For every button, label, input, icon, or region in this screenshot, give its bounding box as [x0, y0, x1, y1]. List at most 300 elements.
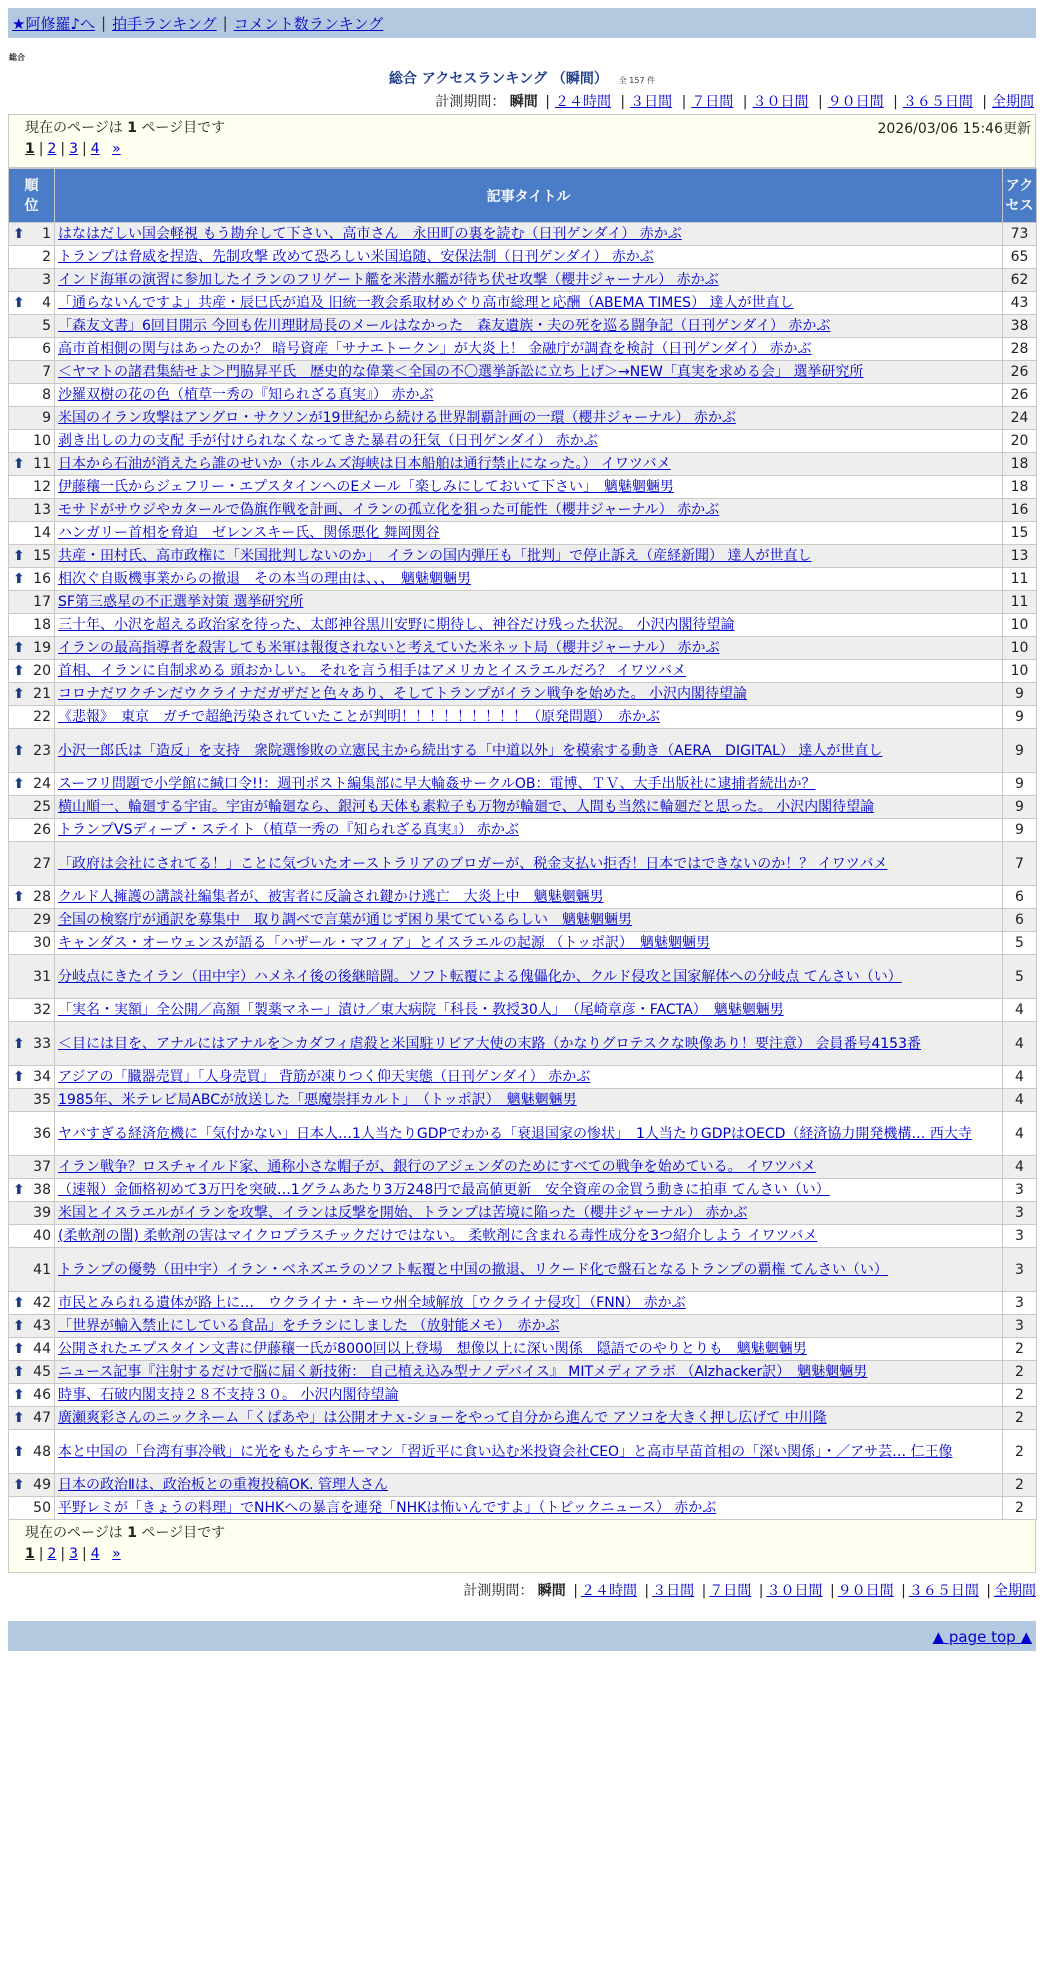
rank-up-arrow-icon: ⬆: [13, 1035, 25, 1052]
access-count: 16: [1003, 499, 1037, 522]
title-cell: [55, 909, 1003, 932]
rank-cell: [9, 1156, 55, 1179]
table-row: [9, 246, 1037, 269]
article-title-link[interactable]: 「通らないんですよ」共産・辰巳氏が追及 旧統一教会系取材めぐり高市総理と応酬（ABEMA TIMES） 達人が世直し: [58, 295, 794, 311]
rank-cell: [9, 223, 55, 246]
rank-cell: [9, 1248, 55, 1292]
article-title-link[interactable]: ハンガリー首相を脅迫 ゼレンスキー氏、関係悪化 舞岡関谷: [58, 525, 440, 541]
title-cell: [55, 246, 1003, 269]
access-count: 15: [1003, 522, 1037, 545]
access-count: 18: [1003, 476, 1037, 499]
page-link-2[interactable]: 2: [47, 1546, 57, 1562]
page-separator: |: [60, 141, 66, 157]
access-count: 24: [1003, 407, 1037, 430]
article-title-link[interactable]: 首相、イランに自制求める 頭おかしい。 それを言う相手はアメリカとイスラエルだろ？ イワツバメ: [58, 663, 686, 679]
article-title-link[interactable]: 全国の検察庁が通訳を募集中 取り調べで言葉が通じず困り果てているらしい 魑魅魍魎男: [58, 912, 632, 928]
page-top-link[interactable]: ▲ page top ▲: [932, 1628, 1032, 1646]
article-title-link[interactable]: トランプは脅威を捏造、先制攻撃 改めて恐ろしい米国追随、安保法制（日刊ゲンダイ） 赤かぶ: [58, 249, 654, 265]
rank-up-arrow-icon: ⬆: [13, 1443, 25, 1460]
title-cell: [55, 1156, 1003, 1179]
rank-cell: [9, 1474, 55, 1497]
table-row: [9, 1179, 1037, 1202]
updated-timestamp: 2026/03/06 15:46更新: [877, 121, 1031, 137]
access-count: 2: [1003, 1361, 1037, 1384]
page-link-3[interactable]: 3: [69, 141, 79, 157]
rank-number: 26: [33, 822, 51, 838]
period-link-all[interactable]: 全期間: [992, 94, 1034, 110]
access-count: 3: [1003, 1202, 1037, 1225]
asyura-home-link[interactable]: ★阿修羅♪へ: [12, 14, 96, 33]
title-cell: [55, 1497, 1003, 1520]
article-title-link[interactable]: 時事、石破内閣支持２８不支持３０。 小沢内閣待望論: [58, 1387, 399, 1403]
rank-number: 45: [33, 1364, 51, 1380]
article-title-link[interactable]: 「世界が輸入禁止にしている食品」をチラシにしました （放射能メモ） 赤かぶ: [58, 1318, 560, 1334]
period-link-3d[interactable]: ３日間: [652, 1583, 695, 1599]
rank-number: 34: [33, 1069, 51, 1085]
rank-up-arrow-icon: ⬆: [13, 889, 25, 905]
page-separator: |: [82, 141, 87, 157]
table-row: [9, 614, 1037, 637]
table-row: [9, 886, 1037, 909]
rank-cell: [9, 614, 55, 637]
ranking-table: [8, 168, 1037, 1520]
rank-cell: [9, 1384, 55, 1407]
rank-cell: [9, 660, 55, 683]
access-count: 3: [1003, 1179, 1037, 1202]
period-separator: |: [893, 94, 898, 110]
rank-cell: [9, 1225, 55, 1248]
article-title-link[interactable]: ＜目には目を、アナルにはアナルを＞カダフィ虐殺と米国駐リビア大使の末路（かなりグロテスクな映像あり！要注意） 会員番号4153番: [58, 1035, 921, 1052]
title-cell: [55, 1315, 1003, 1338]
table-row: [9, 1361, 1037, 1384]
page-separator: |: [60, 1546, 66, 1562]
access-count: 26: [1003, 361, 1037, 384]
title-cell: [55, 1361, 1003, 1384]
period-separator: |: [901, 1583, 906, 1599]
rank-cell: [9, 1292, 55, 1315]
page-link-4[interactable]: 4: [90, 141, 100, 157]
title-cell: [55, 292, 1003, 315]
table-row: [9, 430, 1037, 453]
comment-ranking-link[interactable]: コメント数ランキング: [233, 14, 384, 33]
table-row: [9, 1292, 1037, 1315]
access-header: [1003, 169, 1037, 223]
title-cell: [55, 1338, 1003, 1361]
page-links: [25, 1546, 1031, 1562]
period-separator: |: [681, 94, 687, 110]
title-cell: [55, 706, 1003, 729]
rank-cell: [9, 1089, 55, 1112]
pager-page-number: 1: [127, 1525, 137, 1541]
title-cell: [55, 842, 1003, 886]
title-cell: [55, 361, 1003, 384]
title-cell: [55, 1384, 1003, 1407]
period-link-30d[interactable]: ３０日間: [752, 94, 809, 110]
article-title-link[interactable]: インド海軍の演習に参加したイランのフリゲート艦を米潜水艦が待ち伏せ攻撃（櫻井ジャーナル） 赤かぶ: [58, 272, 719, 288]
table-row: [9, 315, 1037, 338]
table-row: [9, 407, 1037, 430]
article-title-link[interactable]: 「政府は会社にされてる！」ことに気づいたオーストラリアのブロガーが、税金支払い拒否！日本ではできないのか！？ イワツバメ: [58, 855, 888, 872]
article-title-link[interactable]: ニュース記事『注射するだけで脳に届く新技術： 自己植え込み型ナノデバイス』 MITメディアラボ （Alzhacker訳） 魑魅魍魎男: [58, 1364, 868, 1380]
period-link-7d[interactable]: ７日間: [709, 1583, 752, 1599]
rank-number: 13: [33, 502, 51, 518]
access-count: 6: [1003, 886, 1037, 909]
access-count: 3: [1003, 1225, 1037, 1248]
access-count: 2: [1003, 1497, 1037, 1520]
period-link-all[interactable]: 全期間: [994, 1583, 1036, 1599]
article-title-link[interactable]: 本と中国の「台湾有事冷戦」に光をもたらすキーマン「習近平に食い込む米投資会社CEO」と高市早苗首相の「深い関係」・／アサ芸… 仁王像: [58, 1443, 953, 1460]
table-row: [9, 729, 1037, 773]
rank-cell: [9, 729, 55, 773]
rank-number: 17: [33, 594, 51, 610]
table-row: [9, 1248, 1037, 1292]
rank-number: 24: [33, 776, 51, 792]
article-title-link[interactable]: キャンダス・オーウェンスが語る「ハザール・マフィア」とイスラエルの起源 （トッポ訳） 魑魅魍魎男: [58, 935, 710, 951]
access-count: 4: [1003, 999, 1037, 1022]
period-link-365d[interactable]: ３６５日間: [908, 1583, 979, 1599]
access-count: 5: [1003, 932, 1037, 955]
table-row: [9, 476, 1037, 499]
rank-cell: [9, 1179, 55, 1202]
pager-prefix: 現在のページは: [25, 1525, 123, 1541]
access-count: 3: [1003, 1248, 1037, 1292]
title-cell: [55, 453, 1003, 476]
rank-up-arrow-icon: ⬆: [13, 1477, 25, 1493]
rank-number: 12: [33, 479, 51, 495]
rank-cell: [9, 246, 55, 269]
rank-number: 47: [33, 1410, 51, 1426]
title-cell: [55, 1430, 1003, 1474]
article-title-link[interactable]: 日本から石油が消えたら誰のせいか（ホルムズ海峡は日本船舶は通行禁止になった。） イワツバメ: [58, 456, 671, 472]
period-label: 計測期間：: [463, 1583, 534, 1599]
rank-cell: [9, 591, 55, 614]
article-title-link[interactable]: 廣瀬爽彩さんのニックネーム「くぱあや」は公開オナｘ-ショーをやって自分から進んで アソコを大きく押し広げて 中川隆: [58, 1410, 827, 1426]
table-row: [9, 932, 1037, 955]
period-selector-bottom: [8, 1579, 1036, 1603]
access-count: 4: [1003, 1112, 1037, 1156]
rank-cell: [9, 706, 55, 729]
title-cell: [55, 999, 1003, 1022]
rank-cell: [9, 819, 55, 842]
rank-number: 21: [33, 686, 51, 702]
article-title-link[interactable]: 「実名・実額」全公開／高額「製薬マネー」漬け／東大病院「科長・教授30人」 （尾崎章彦・FACTA） 魑魅魍魎男: [58, 1002, 784, 1018]
rank-cell: [9, 1022, 55, 1066]
table-row: [9, 1202, 1037, 1225]
access-count: 9: [1003, 729, 1037, 773]
page-next-link[interactable]: »: [112, 1546, 121, 1562]
table-row: [9, 591, 1037, 614]
title-cell: [55, 955, 1003, 999]
article-title-link[interactable]: 米国のイラン攻撃はアングロ・サクソンが19世紀から続ける世界制覇計画の一環（櫻井ジャーナル） 赤かぶ: [58, 410, 736, 426]
rank-number: 25: [33, 799, 51, 815]
article-title-link[interactable]: 米国とイスラエルがイランを攻撃、イランは反撃を開始、トランプは苦境に陥った（櫻井ジャーナル） 赤かぶ: [58, 1205, 748, 1221]
article-title-link[interactable]: 共産・田村氏、高市政権に「米国批判しないのか」 イランの国内弾圧も「批判」で停止訴え（産経新聞） 達人が世直し: [58, 548, 812, 564]
table-row: [9, 1474, 1037, 1497]
article-title-link[interactable]: 伊藤穰一氏からジェフリー・エプスタインへのEメール「楽しみにしておいて下さい」 魑魅魍魎男: [58, 479, 674, 495]
rank-number: 9: [42, 410, 51, 426]
pager-page-number: 1: [127, 120, 137, 136]
title-cell: [55, 591, 1003, 614]
access-count: 9: [1003, 796, 1037, 819]
period-separator: |: [829, 1583, 835, 1599]
access-count: 5: [1003, 955, 1037, 999]
title-cell: [55, 773, 1003, 796]
period-link-3d[interactable]: ３日間: [630, 94, 673, 110]
access-count: 4: [1003, 1156, 1037, 1179]
article-title-link[interactable]: 《悲報》 東京 ガチで超絶汚染されていたことが判明！！！！！！！！！（原発問題） 赤かぶ: [58, 709, 660, 725]
article-title-link[interactable]: 平野レミが「きょうの料理」でNHKへの暴言を連発「NHKは怖いんですよ」（トピックニュース） 赤かぶ: [58, 1500, 717, 1516]
table-row: [9, 1156, 1037, 1179]
access-count: 2: [1003, 1338, 1037, 1361]
rank-number: 42: [33, 1295, 51, 1311]
rank-cell: [9, 338, 55, 361]
rank-cell: [9, 955, 55, 999]
rank-number: 35: [33, 1092, 51, 1108]
rank-cell: [9, 886, 55, 909]
rank-up-arrow-icon: ⬆: [13, 686, 25, 702]
access-count: 2: [1003, 1430, 1037, 1474]
article-title-link[interactable]: 横山順一、輪廻する宇宙。宇宙が輪廻なら、銀河も天体も素粒子も万物が輪廻で、人間も当然に輪廻だと思った。 小沢内閣待望論: [58, 799, 875, 815]
access-count: 9: [1003, 819, 1037, 842]
article-title-link[interactable]: (柔軟剤の闇) 柔軟剤の害はマイクロプラスチックだけではない。 柔軟剤に含まれる毒性成分を3つ紹介しよう イワツバメ: [58, 1228, 818, 1244]
rank-cell: [9, 361, 55, 384]
article-title-link[interactable]: ＜ヤマトの諸君集結せよ＞門脇昇平氏 歴史的な偉業＜全国の不〇選挙訴訟に立ち上げ＞→NEW「真実を求める会」 選挙研究所: [58, 364, 864, 380]
rank-cell: [9, 522, 55, 545]
page-separator: [104, 141, 108, 157]
page-next-link[interactable]: »: [112, 141, 121, 157]
article-title-link[interactable]: 日本の政治Ⅱは、政治板との重複投稿OK. 管理人さん: [58, 1477, 388, 1493]
rank-cell: [9, 384, 55, 407]
title-cell: [55, 1022, 1003, 1066]
rank-cell: [9, 1315, 55, 1338]
title-cell: [55, 384, 1003, 407]
page-link-4[interactable]: 4: [90, 1546, 100, 1562]
table-row: [9, 999, 1037, 1022]
table-row: [9, 1066, 1037, 1089]
access-count: 10: [1003, 637, 1037, 660]
article-title-link[interactable]: 沙羅双樹の花の色（植草一秀の『知られざる真実』） 赤かぶ: [58, 387, 434, 403]
footer-bar: [8, 1621, 1036, 1651]
period-separator: |: [817, 94, 823, 110]
rank-cell: [9, 1066, 55, 1089]
article-title-link[interactable]: 公開されたエプスタイン文書に伊藤穰一氏が8000回以上登場 想像以上に深い関係 隠語でのやりとりも 魑魅魍魎男: [58, 1341, 807, 1357]
table-row: [9, 568, 1037, 591]
period-current: 瞬間: [509, 94, 538, 110]
title-cell: [55, 1248, 1003, 1292]
article-title-link[interactable]: イラン戦争？ロスチャイルド家、通称小さな帽子が、銀行のアジェンダのためにすべての戦争を始めている。 イワツバメ: [58, 1159, 816, 1175]
rank-cell: [9, 315, 55, 338]
title-cell: [55, 1225, 1003, 1248]
period-separator: |: [573, 1583, 578, 1599]
article-title-link[interactable]: （速報）金価格初めて3万円を突破…1グラムあたり3万248円で最高値更新 安全資産の金買う動きに拍車 てんさい（い）: [58, 1182, 830, 1198]
rank-number: 8: [42, 387, 51, 403]
article-title-link[interactable]: 「森友文書」6回目開示 今回も佐川理財局長のメールはなかった 森友遺族・夫の死を巡る闘争記（日刊ゲンダイ） 赤かぶ: [58, 318, 831, 334]
rank-up-arrow-icon: ⬆: [13, 1069, 25, 1085]
access-count: 62: [1003, 269, 1037, 292]
rank-cell: [9, 1361, 55, 1384]
article-title-link[interactable]: 三十年、小沢を超える政治家を待った、太郎神谷黒川安野に期待し、神谷だけ残った状況。 小沢内閣待望論: [58, 617, 735, 633]
access-count: 2: [1003, 1384, 1037, 1407]
rank-number: 4: [42, 295, 51, 311]
page-link-2[interactable]: 2: [47, 141, 57, 157]
title-cell: [55, 932, 1003, 955]
period-separator: |: [742, 94, 748, 110]
article-title-link[interactable]: 1985年、米テレビ局ABCが放送した「悪魔崇拝カルト」 （トッポ訳） 魑魅魍魎男: [58, 1092, 577, 1108]
period-link-90d[interactable]: ９０日間: [827, 94, 884, 110]
title-cell: [55, 614, 1003, 637]
rank-number: 29: [33, 912, 51, 928]
rank-number: 6: [42, 341, 51, 357]
access-count: 65: [1003, 246, 1037, 269]
period-separator: |: [982, 94, 987, 110]
title-cell: [55, 522, 1003, 545]
period-link-7d[interactable]: ７日間: [691, 94, 734, 110]
title-cell: [55, 683, 1003, 706]
rank-cell: [9, 1112, 55, 1156]
title-cell: [55, 1179, 1003, 1202]
table-row: [9, 909, 1037, 932]
article-title-link[interactable]: SF第三惑星の不正選挙対策 選挙研究所: [58, 594, 304, 610]
rank-number: 3: [42, 272, 51, 288]
article-title-link[interactable]: クルド人擁護の講談社編集者が、被害者に反論され鍵かけ逃亡 大炎上中 魑魅魍魎男: [58, 889, 604, 905]
pager-suffix: ページ目です: [141, 1525, 226, 1541]
article-title-link[interactable]: コロナだワクチンだウクライナだガザだと色々あり、そしてトランプがイラン戦争を始めた。 小沢内閣待望論: [58, 686, 748, 702]
period-current: 瞬間: [537, 1583, 566, 1599]
period-link-365d[interactable]: ３６５日間: [902, 94, 973, 110]
table-row: [9, 1338, 1037, 1361]
rank-cell: [9, 476, 55, 499]
period-link-90d[interactable]: ９０日間: [837, 1583, 894, 1599]
access-count: 9: [1003, 773, 1037, 796]
page-current: 1: [25, 1546, 35, 1562]
pager-bottom: [8, 1520, 1036, 1573]
rank-number: 44: [33, 1341, 51, 1357]
title-cell: [55, 1292, 1003, 1315]
article-title-link[interactable]: スーフリ問題で小学館に緘口令!!：週刊ポスト編集部に早大輪姦サークルOB：電博、ＴＶ、大手出版社に逮捕者続出か？: [58, 776, 816, 792]
rank-cell: [9, 499, 55, 522]
access-count: 13: [1003, 545, 1037, 568]
rank-cell: [9, 1202, 55, 1225]
table-row: [9, 1089, 1037, 1112]
article-title-link[interactable]: アジアの「臓器売買」「人身売買」 背筋が凍りつく仰天実態（日刊ゲンダイ） 赤かぶ: [58, 1069, 591, 1085]
article-title-link[interactable]: イランの最高指導者を殺害しても米軍は報復されないと考えていた米ネット局（櫻井ジャーナル） 赤かぶ: [58, 640, 720, 656]
rank-cell: [9, 430, 55, 453]
table-row: [9, 706, 1037, 729]
article-title-link[interactable]: モサドがサウジやカタールで偽旗作戦を計画、イランの孤立化を狙った可能性（櫻井ジャーナル） 赤かぶ: [58, 502, 720, 518]
table-row: [9, 545, 1037, 568]
rank-cell: [9, 1430, 55, 1474]
access-count: 10: [1003, 614, 1037, 637]
rank-up-arrow-icon: ⬆: [13, 1341, 25, 1357]
top-navigation: [8, 8, 1036, 38]
title-cell: [55, 729, 1003, 773]
title-cell: [55, 1089, 1003, 1112]
article-title-link[interactable]: 小沢一郎氏は「造反」を支持 衆院選惨敗の立憲民主から続出する「中道以外」を模索する動き（AERA DIGITAL） 達人が世直し: [58, 742, 883, 759]
access-count: 10: [1003, 660, 1037, 683]
table-row: [9, 1430, 1037, 1474]
title-header: [55, 169, 1003, 223]
pager-top: [8, 114, 1036, 168]
rank-number: 7: [42, 364, 51, 380]
rank-number: 14: [33, 525, 51, 541]
article-title-link[interactable]: トランプの優勢（田中宇）イラン・ベネズエラのソフト転覆と中国の撤退、リクード化で盤石となるトランプの覇権 てんさい（い）: [58, 1261, 888, 1278]
period-selector: [8, 90, 1036, 114]
rank-cell: [9, 453, 55, 476]
table-row: [9, 1384, 1037, 1407]
period-link-30d[interactable]: ３０日間: [766, 1583, 823, 1599]
rank-number: 38: [33, 1182, 51, 1198]
access-count: 4: [1003, 1066, 1037, 1089]
period-separator: |: [986, 1583, 991, 1599]
rank-number: 46: [33, 1387, 51, 1403]
article-title-link[interactable]: はなはだしい国会軽視 もう勘弁して下さい、高市さん 永田町の裏を読む（日刊ゲンダイ） 赤かぶ: [58, 226, 682, 242]
pager-prefix: 現在のページは: [25, 120, 123, 136]
title-cell: [55, 1066, 1003, 1089]
rank-cell: [9, 683, 55, 706]
rank-cell: [9, 637, 55, 660]
rank-number: 41: [33, 1261, 51, 1278]
page-link-3[interactable]: 3: [69, 1546, 79, 1562]
article-title-link[interactable]: ヤバすぎる経済危機に「気付かない」日本人…1人当たりGDPでわかる「衰退国家の惨状」 1人当たりGDPはOECD（経済協力開発機構… 西大寺: [58, 1125, 972, 1142]
access-count: 3: [1003, 1292, 1037, 1315]
period-label: 計測期間：: [435, 94, 506, 110]
article-title-link[interactable]: 分岐点にきたイラン（田中宇）ハメネイ後の後継暗闘。ソフト転覆による傀儡化か、クルド侵攻と国家解体への分岐点 てんさい（い）: [58, 968, 902, 985]
period-separator: |: [545, 94, 550, 110]
title-cell: [55, 568, 1003, 591]
rank-number: 31: [33, 968, 51, 985]
title-header-text: 記事タイトル: [486, 188, 571, 205]
article-title-link[interactable]: 市民とみられる遺体が路上に… ウクライナ・キーウ州全域解放［ウクライナ侵攻］（FNN） 赤かぶ: [58, 1295, 686, 1311]
rank-cell: [9, 773, 55, 796]
article-title-link[interactable]: 高市首相側の関与はあったのか？ 暗号資産「サナエトークン」が大炎上！ 金融庁が調査を検討（日刊ゲンダイ） 赤かぶ: [58, 341, 812, 357]
rank-cell: [9, 1497, 55, 1520]
rank-cell: [9, 568, 55, 591]
title-cell: [55, 796, 1003, 819]
rank-cell: [9, 909, 55, 932]
title-cell: [55, 338, 1003, 361]
access-count: 20: [1003, 430, 1037, 453]
rank-up-arrow-icon: ⬆: [13, 295, 25, 311]
article-title-link[interactable]: 剥き出しの力の支配 手が付けられなくなってきた暴君の狂気（日刊ゲンダイ） 赤かぶ: [58, 433, 598, 449]
access-count: 4: [1003, 1022, 1037, 1066]
rank-up-arrow-icon: ⬆: [13, 776, 25, 792]
page-separator: |: [82, 1546, 87, 1562]
access-header-text: アクセス: [1005, 177, 1034, 214]
period-link-24h[interactable]: ２４時間: [554, 94, 611, 110]
rank-up-arrow-icon: ⬆: [13, 548, 25, 564]
page-title: [8, 68, 1036, 88]
current-page-text: [25, 1522, 1031, 1542]
page-separator: [104, 1546, 108, 1562]
access-count: 9: [1003, 683, 1037, 706]
article-title-link[interactable]: 相次ぐ自販機事業からの撤退 その本当の理由は、、、 魑魅魍魎男: [58, 571, 471, 587]
access-count: 11: [1003, 568, 1037, 591]
table-row: [9, 1112, 1037, 1156]
access-count: 2: [1003, 1407, 1037, 1430]
period-separator: |: [758, 1583, 764, 1599]
table-row: [9, 637, 1037, 660]
table-row: [9, 796, 1037, 819]
article-title-link[interactable]: トランプVSディープ・ステイト（植草一秀の『知られざる真実』） 赤かぶ: [58, 822, 519, 838]
period-link-24h[interactable]: ２４時間: [580, 1583, 637, 1599]
table-row: [9, 660, 1037, 683]
table-row: [9, 1022, 1037, 1066]
table-row: [9, 522, 1037, 545]
access-count: 28: [1003, 338, 1037, 361]
clap-ranking-link[interactable]: 拍手ランキング: [112, 14, 217, 33]
rank-cell: [9, 407, 55, 430]
table-row: [9, 773, 1037, 796]
